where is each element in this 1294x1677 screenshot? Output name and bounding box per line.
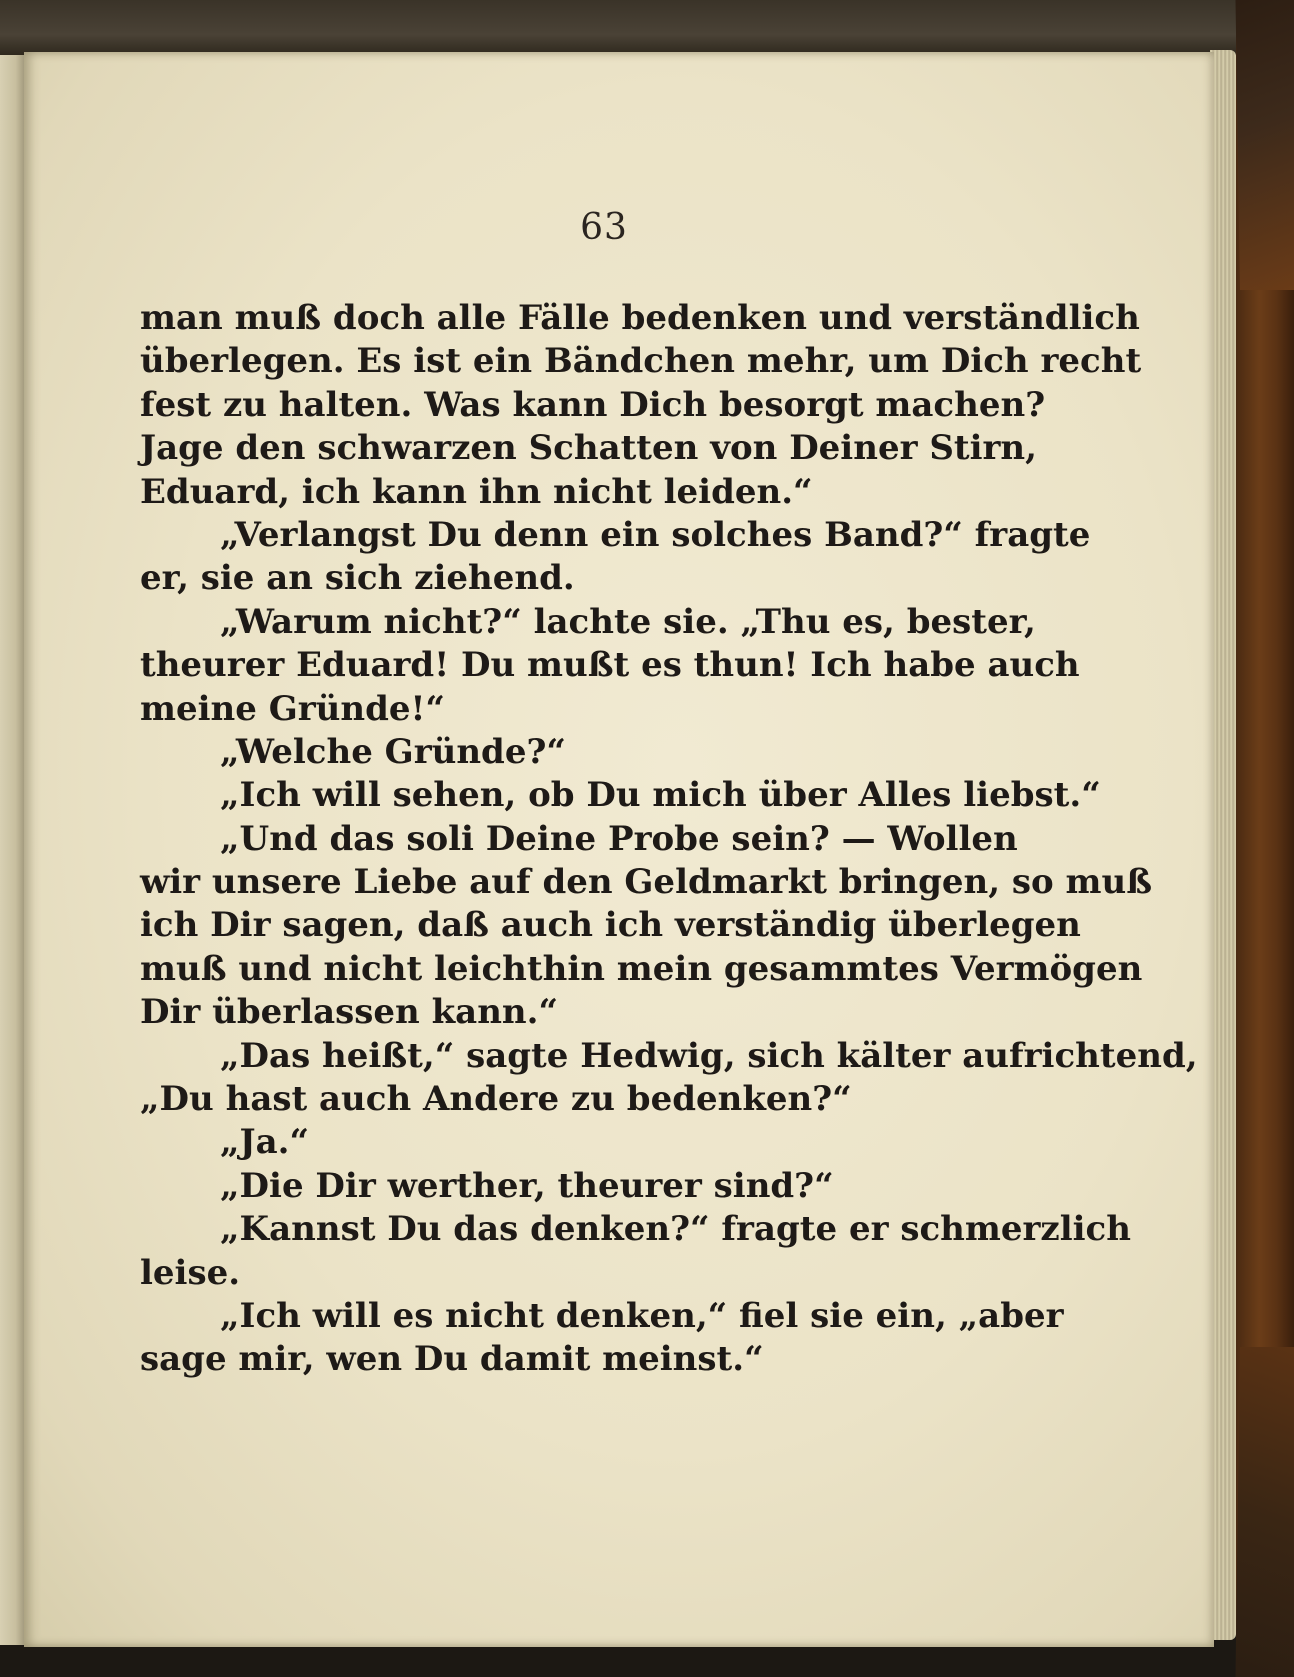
text-line: meine Gründe!“ — [140, 688, 445, 729]
text-line: Eduard, ich kann ihn nicht leiden.“ — [140, 471, 813, 512]
text-line: „Die Dir werther, theurer sind?“ — [220, 1165, 834, 1206]
text-line: ich Dir sagen, daß auch ich verständig überlegen — [140, 905, 1081, 946]
text-line: „Und das soli Deine Probe sein? — Wollen — [220, 818, 1018, 859]
text-line: „Verlangst Du denn ein solches Band?“ fragte — [220, 514, 1091, 555]
text-line: „Welche Gründe?“ — [220, 731, 566, 772]
text-line: fest zu halten. Was kann Dich besorgt machen? — [140, 384, 1046, 425]
text-line: er, sie an sich ziehend. — [140, 558, 575, 599]
text-line: „Das heißt,“ sagte Hedwig, sich kälter aufrichtend, — [220, 1035, 1198, 1076]
text-line: „Du hast auch Andere zu bedenken?“ — [140, 1079, 852, 1120]
text-line: Dir überlassen kann.“ — [140, 992, 559, 1033]
text-line: wir unsere Liebe auf den Geldmarkt bringen, so muß — [140, 862, 1153, 903]
page-number: 63 — [580, 207, 628, 248]
text-line: muß und nicht leichthin mein gesammtes Vermögen — [140, 948, 1143, 989]
text-line: „Ich will es nicht denken,“ fiel sie ein, „aber — [220, 1295, 1064, 1336]
body-text — [140, 297, 1198, 1382]
text-line: „Ich will sehen, ob Du mich über Alles liebst.“ — [220, 775, 1101, 816]
text-line: überlegen. Es ist ein Bändchen mehr, um Dich recht — [140, 341, 1142, 382]
text-line: „Warum nicht?“ lachte sie. „Thu es, bester, — [220, 601, 1036, 642]
page-sheet — [24, 52, 1214, 1647]
text-line: sage mir, wen Du damit meinst.“ — [140, 1339, 764, 1380]
text-line: theurer Eduard! Du mußt es thun! Ich habe auch — [140, 645, 1080, 686]
text-line: Jage den schwarzen Schatten von Deiner Stirn, — [140, 428, 1037, 469]
book-cover-top-edge — [0, 0, 1294, 58]
text-line: man muß doch alle Fälle bedenken und verständlich — [140, 298, 1140, 338]
text-line: leise. — [140, 1252, 241, 1293]
previous-page-edge — [0, 55, 26, 1645]
text-line: „Ja.“ — [220, 1122, 310, 1163]
text-line: „Kannst Du das denken?“ fragte er schmerzlich — [220, 1209, 1131, 1250]
